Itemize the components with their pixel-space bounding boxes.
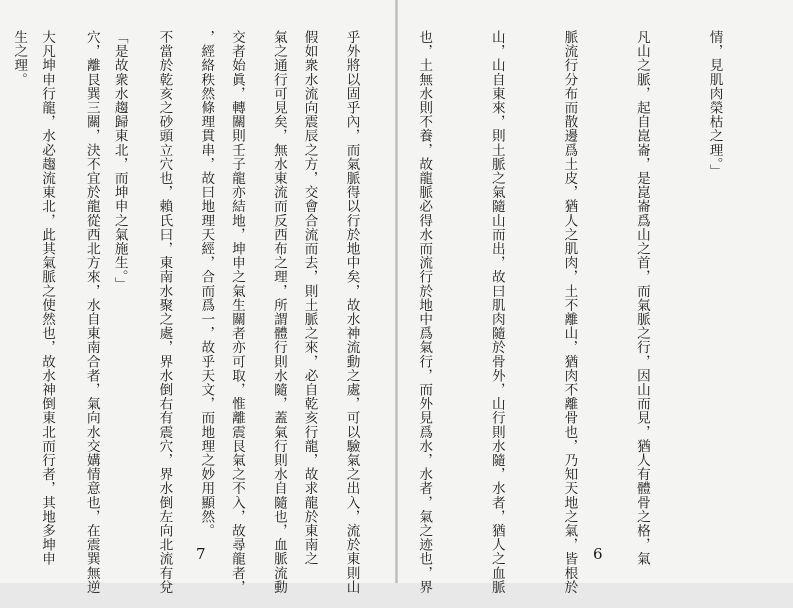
text-line: 不當於乾亥之砂頭立穴也，賴氏曰，東南水聚之處，界水倒右有震穴，界水倒左向北流有兌 [156, 30, 173, 594]
text-line: 氣之通行可見矣，無水東流而反西布之理，所謂體行則水隨，蓋氣行則水自隨也，血脈流動 [270, 30, 287, 594]
text-line: ，經絡秩然條理貫串，故曰地理天經，合而爲一，故乎天文，而地理之妙用顯然。 [198, 30, 215, 538]
page-number: 7 [196, 545, 206, 563]
text-line: 乎外將以固乎內，而氣脈得以行於地中矣，故水神流動之處，可以驗氣之出入，流於東則山 [343, 30, 360, 594]
text-line: 假如衆水流向震辰之方，交會合流而去，則土脈之來，必自乾亥行龍，故求龍於東南之 [301, 30, 318, 566]
text-line: 生之理。 [11, 30, 28, 87]
text-line: 凡山之脈，起自崑崙，是崑崙爲山之首，而氣脈之行，因山而見，猶人有體骨之格，氣 [633, 30, 650, 566]
text-line: 情，見肌肉榮枯之理。」 [706, 30, 723, 179]
text-line: 交者始眞，轉關則壬子龍亦結地，坤申之氣生關者亦可取，惟離震艮氣之不入，故尋龍者， [228, 30, 245, 594]
page-number: 6 [593, 545, 603, 563]
text-line: 也，土無水則不養，故龍脈必得水而流行於地中爲氣行，而外見爲水，水者，氣之迹也，界 [416, 30, 433, 594]
text-line: 山，山自東來，則土脈之氣隨山而出，故曰肌肉隨於骨外，山行則水隨，水者，猶人之血脈 [488, 30, 505, 594]
heading-line: 「是故衆水趨歸東北，而坤申之氣施生。」 [111, 30, 128, 292]
text-line: 大凡坤申行龍，水必趨流東北，此其氣脈之使然也，故水神倒東北而行者，其地多坤申 [39, 30, 56, 566]
text-line: 脈流行分布而散邊爲土皮，猶人之肌肉，土不離山，猶肉不離骨也，乃知天地之氣，皆根於 [561, 30, 578, 594]
text-line: 穴，離艮巽三關，決不宜於龍從西北方來，水自東南合者，氣向水交媾情意也，在震巽無逆 [83, 30, 100, 594]
